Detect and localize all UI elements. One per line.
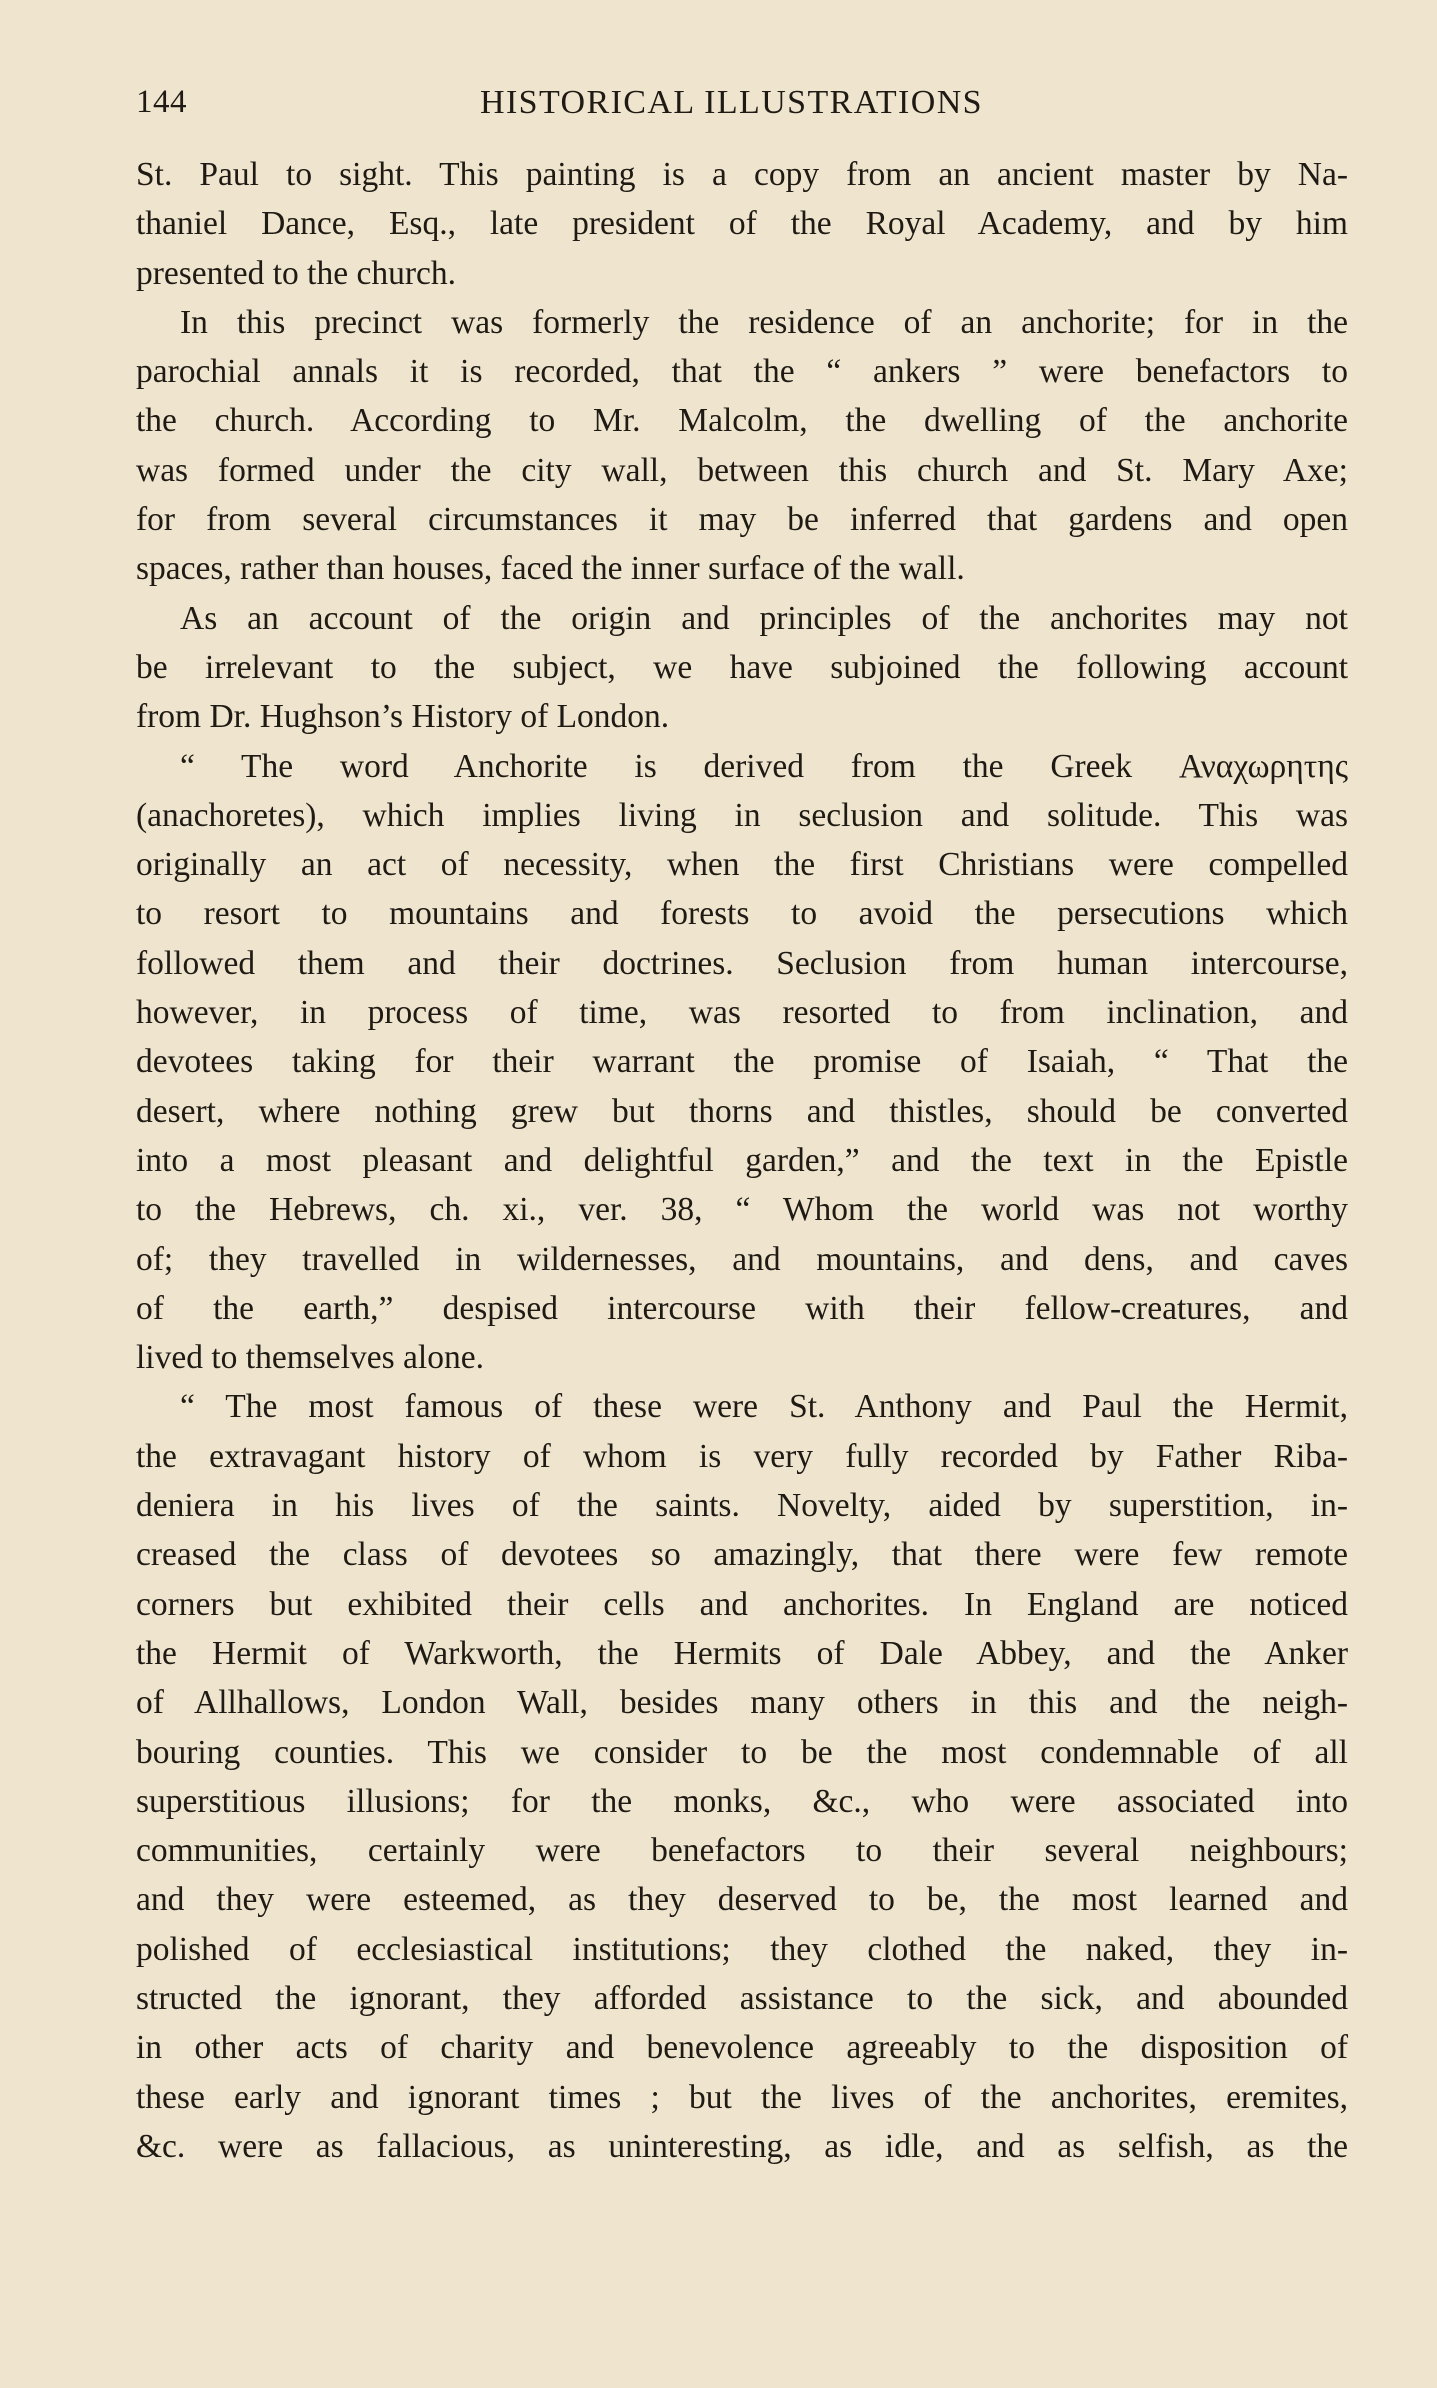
text-line: and they were esteemed, as they deserved to be, the most learned and (136, 1881, 1348, 1919)
text-line: superstitious illusions; for the monks, &c., who were associated into (136, 1782, 1348, 1820)
text-line: bouring counties. This we consider to be the most condemnable of all (136, 1733, 1348, 1771)
text-line: “ The word Anchorite is derived from the Greek Αναχωρητης (180, 747, 1348, 785)
text-line: presented to the church. (136, 254, 456, 292)
text-line: (anachoretes), which implies living in seclusion and solitude. This was (136, 796, 1348, 834)
text-line: parochial annals it is recorded, that the “ ankers ” were benefactors to (136, 353, 1348, 391)
text-line: lived to themselves alone. (136, 1339, 484, 1377)
text-line: of Allhallows, London Wall, besides many others in this and the neigh- (136, 1684, 1348, 1722)
text-line: creased the class of devotees so amazingly, that there were few remote (136, 1536, 1348, 1574)
text-line: these early and ignorant times ; but the lives of the anchorites, eremites, (136, 2078, 1348, 2116)
text-line: the church. According to Mr. Malcolm, the dwelling of the anchorite (136, 402, 1348, 440)
text-line: spaces, rather than houses, faced the inner surface of the wall. (136, 550, 965, 588)
text-line: of the earth,” despised intercourse with their fellow-creatures, and (136, 1289, 1348, 1327)
page-number: 144 (136, 84, 187, 120)
text-line: communities, certainly were benefactors to their several neighbours; (136, 1832, 1348, 1870)
text-line: deniera in his lives of the saints. Novelty, aided by superstition, in- (136, 1487, 1348, 1525)
text-line: was formed under the city wall, between this church and St. Mary Axe; (136, 451, 1348, 489)
text-line: originally an act of necessity, when the first Christians were compelled (136, 846, 1348, 884)
text-line: In this precinct was formerly the residence of an anchorite; for in the (180, 303, 1348, 341)
text-line: for from several circumstances it may be inferred that gardens and open (136, 501, 1348, 539)
text-line: to the Hebrews, ch. xi., ver. 38, “ Whom the world was not worthy (136, 1191, 1348, 1229)
body-text (136, 150, 1348, 2171)
text-line: to resort to mountains and forests to avoid the persecutions which (136, 895, 1348, 933)
text-line: devotees taking for their warrant the promise of Isaiah, “ That the (136, 1043, 1348, 1081)
text-line: desert, where nothing grew but thorns and thistles, should be converted (136, 1092, 1348, 1130)
text-line: in other acts of charity and benevolence agreeably to the disposition of (136, 2029, 1348, 2067)
text-line: thaniel Dance, Esq., late president of the Royal Academy, and by him (136, 205, 1348, 243)
running-head: HISTORICAL ILLUSTRATIONS (480, 84, 983, 121)
text-line: “ The most famous of these were St. Anthony and Paul the Hermit, (180, 1388, 1348, 1426)
text-line: As an account of the origin and principles of the anchorites may not (180, 599, 1348, 637)
text-line: followed them and their doctrines. Seclusion from human intercourse, (136, 944, 1348, 982)
text-line: of; they travelled in wildernesses, and mountains, and dens, and caves (136, 1240, 1348, 1278)
text-line: &c. were as fallacious, as uninteresting, as idle, and as selfish, as the (136, 2127, 1348, 2165)
text-line: the Hermit of Warkworth, the Hermits of Dale Abbey, and the Anker (136, 1634, 1348, 1672)
page-header (136, 84, 1348, 132)
text-line: be irrelevant to the subject, we have subjoined the following account (136, 648, 1348, 686)
text-line: from Dr. Hughson’s History of London. (136, 698, 670, 736)
text-line: into a most pleasant and delightful garden,” and the text in the Epistle (136, 1141, 1348, 1179)
text-line: structed the ignorant, they afforded assistance to the sick, and abounded (136, 1979, 1348, 2017)
text-line: however, in process of time, was resorted to from inclination, and (136, 994, 1348, 1032)
text-line: corners but exhibited their cells and anchorites. In England are noticed (136, 1585, 1348, 1623)
text-line: polished of ecclesiastical institutions; they clothed the naked, they in- (136, 1930, 1348, 1968)
text-line: the extravagant history of whom is very fully recorded by Father Riba- (136, 1437, 1348, 1475)
text-line: St. Paul to sight. This painting is a copy from an ancient master by Na- (136, 156, 1348, 193)
